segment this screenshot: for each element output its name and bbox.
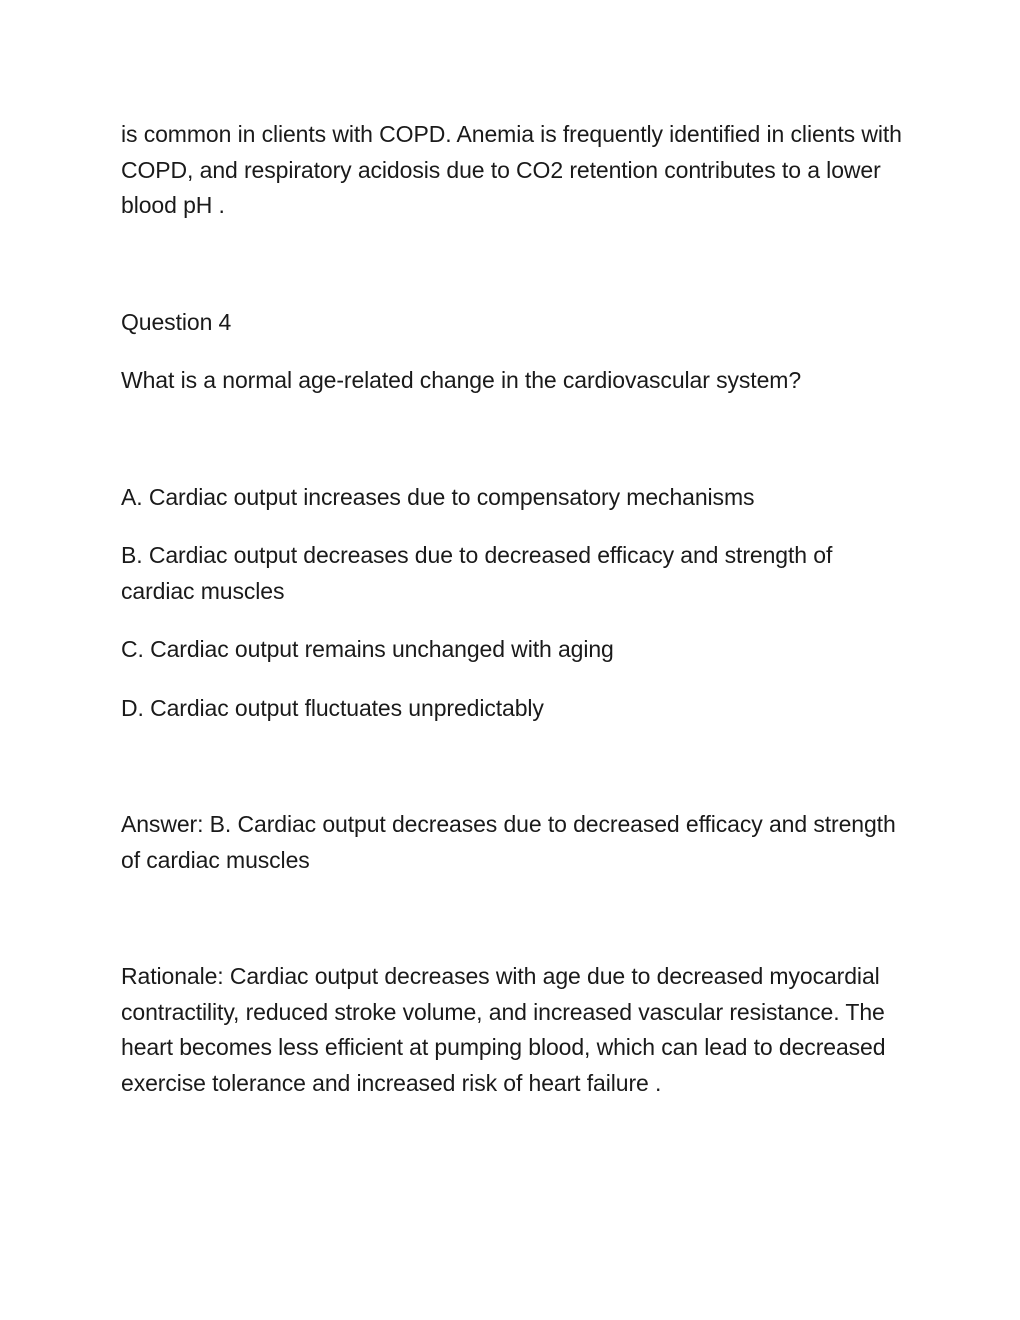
option-c: C. Cardiac output remains unchanged with aging [121,636,614,662]
option-d: D. Cardiac output fluctuates unpredictably [121,694,544,721]
option-b: B. Cardiac output decreases due to decreased efficacy and strength of cardiac muscles [121,542,833,604]
intro-continuation-paragraph: is common in clients with COPD. Anemia is frequently identified in clients with COPD, and respiratory acidosis due to CO2 retention contributes to a lower blood pH . [121,121,902,218]
document-body [121,117,911,1101]
question-text: What is a normal age-related change in the cardiovascular system? [121,367,802,393]
rationale-paragraph: Rationale: Cardiac output decreases with age due to decreased myocardial contractility, reduced stroke volume, and increased vascular resistance. The heart becomes less efficient at pumping blood, which can lead to decreased exercise tolerance and increased risk of heart failure . [121,963,886,1096]
question-heading: Question 4 [121,308,232,335]
option-a: A. Cardiac output increases due to compensatory mechanisms [121,483,755,510]
answer-paragraph: Answer: B. Cardiac output decreases due to decreased efficacy and strength of cardiac muscles [121,811,896,873]
